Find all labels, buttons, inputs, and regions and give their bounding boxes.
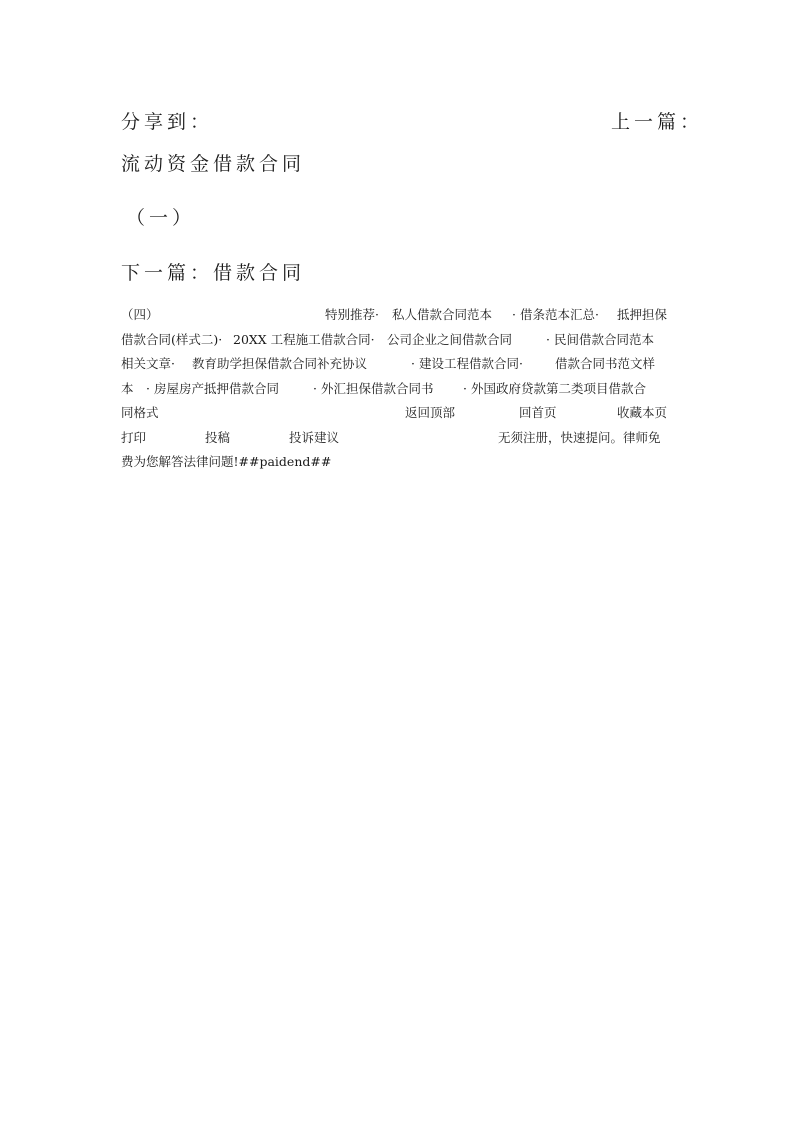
recommend-link[interactable]: 借款合同(样式二)·	[121, 332, 223, 347]
submit-link[interactable]: 投稿	[205, 430, 231, 445]
promo-text: 费为您解答法律问题!##paidend##	[121, 454, 332, 469]
recommend-link[interactable]: · 房屋房产抵押借款合同	[146, 381, 279, 396]
bookmark-link[interactable]: 收藏本页	[617, 405, 668, 420]
share-to-label: 分享到：	[121, 111, 214, 133]
recommend-link[interactable]: · 民间借款合同范本	[546, 332, 654, 347]
recommend-label: 特别推荐·	[325, 307, 379, 322]
related-articles-label: 相关文章·	[121, 356, 175, 371]
home-link[interactable]: 回首页	[519, 405, 557, 420]
recommend-link[interactable]: 20XX 工程施工借款合同·	[233, 332, 375, 347]
recommend-link[interactable]: 私人借款合同范本	[392, 307, 493, 322]
recommend-link[interactable]: 借款合同书范文样	[555, 356, 656, 371]
recommend-link[interactable]: · 借条范本汇总·	[512, 307, 599, 322]
complaint-link[interactable]: 投诉建议	[289, 430, 340, 445]
prev-article-part: （一）	[126, 207, 196, 229]
recommend-link[interactable]: · 外汇担保借款合同书	[313, 381, 434, 396]
recommend-link[interactable]: · 建设工程借款合同·	[411, 356, 523, 371]
back-to-top-link[interactable]: 返回顶部	[405, 405, 456, 420]
recommend-link[interactable]: 同格式	[121, 405, 159, 420]
print-link[interactable]: 打印	[121, 430, 147, 445]
recommend-link[interactable]: 本	[121, 381, 134, 396]
prev-article-label: 上一篇：	[611, 111, 704, 133]
prev-article-title[interactable]: 流动资金借款合同	[121, 153, 306, 175]
recommend-part: （四）	[121, 307, 159, 322]
promo-text: 无须注册，快速提问。律师免	[498, 430, 661, 445]
recommend-link[interactable]: 公司企业之间借款合同	[387, 332, 513, 347]
recommend-link[interactable]: 抵押担保	[617, 307, 668, 322]
next-article-link[interactable]: 下一篇：借款合同	[121, 262, 306, 284]
recommend-link[interactable]: 教育助学担保借款合同补充协议	[192, 356, 368, 371]
recommend-link[interactable]: · 外国政府贷款第二类项目借款合	[463, 381, 646, 396]
